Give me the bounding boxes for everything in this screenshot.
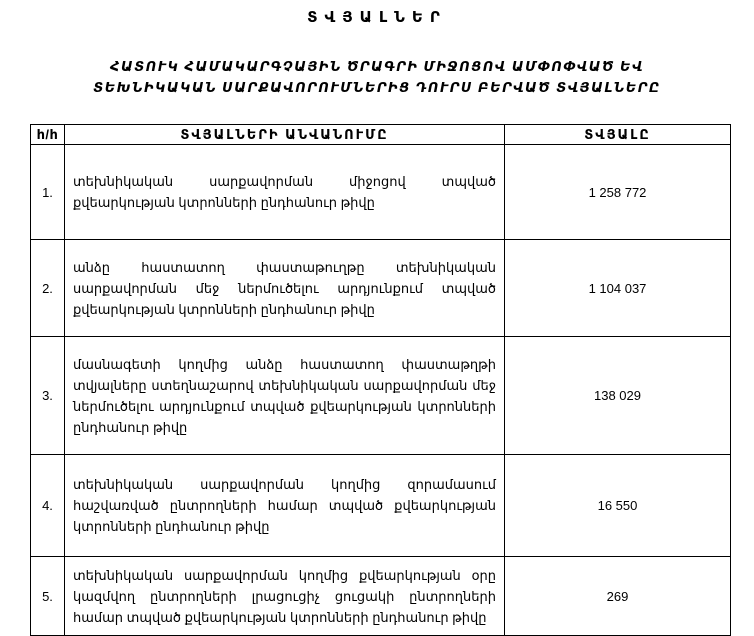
- row-number: 4.: [31, 455, 65, 557]
- row-value: 1 258 772: [505, 145, 731, 240]
- row-number: 3.: [31, 337, 65, 455]
- table-row: [31, 557, 731, 636]
- table-row: [31, 145, 731, 240]
- row-number: 5.: [31, 557, 65, 636]
- row-value: 138 029: [505, 337, 731, 455]
- data-table: [30, 124, 731, 636]
- header-number: հ/հ: [31, 125, 65, 145]
- header-value: ՏՎՅԱԼԸ: [505, 125, 731, 145]
- row-name: տեխնիկական սարքավորման կողմից զորամասում հաշվառված ընտրողների համար տպված քվեարկության կտրոնների ընդհանուր թիվը: [65, 455, 505, 557]
- subtitle-line-1: ՀԱՏՈՒԿ ՀԱՄԱԿԱՐԳՉԱՅԻՆ ԾՐԱԳՐԻ ՄԻՋՈՑՈՎ ԱՄՓՈՓՎԱԾ ԵՎ: [110, 59, 644, 74]
- row-number: 1.: [31, 145, 65, 240]
- row-name: անձը հաստատող փաստաթուղթը տեխնիկական սարքավորման մեջ ներմուծելու արդյունքում տպված քվեարկության կտրոնների ընդհանուր թիվը: [65, 240, 505, 337]
- row-name: տեխնիկական սարքավորման կողմից քվեարկության օրը կազմվող ընտրողների լրացուցիչ ցուցակի ընտրողների համար տպված քվեարկության կտրոնների ընդհանուր թիվը: [65, 557, 505, 636]
- row-value: 16 550: [505, 455, 731, 557]
- row-name: մասնագետի կողմից անձը հաստատող փաստաթղթի տվյալները ստեղնաշարով տեխնիկական սարքավորման մեջ ներմուծելու արդյունքում տպված քվեարկության կտրոնների ընդհանուր թիվը: [65, 337, 505, 455]
- subtitle-line-2: ՏԵԽՆԻԿԱԿԱՆ ՍԱՐՔԱՎՈՐՈՒՄՆԵՐԻՑ ԴՈՒՐՍ ԲԵՐՎԱԾ ՏՎՅԱԼՆԵՐԸ: [93, 80, 661, 95]
- row-name: տեխնիկական սարքավորման միջոցով տպված քվեարկության կտրոնների ընդհանուր թիվը: [65, 145, 505, 240]
- table-header-row: [31, 125, 731, 145]
- table-row: [31, 455, 731, 557]
- table-row: [31, 337, 731, 455]
- page-title: ՏՎՅԱԼՆԵՐ: [307, 9, 447, 26]
- header-name: ՏՎՅԱԼՆԵՐԻ ԱՆՎԱՆՈՒՄԸ: [65, 125, 505, 145]
- row-value: 269: [505, 557, 731, 636]
- row-value: 1 104 037: [505, 240, 731, 337]
- row-number: 2.: [31, 240, 65, 337]
- table-row: [31, 240, 731, 337]
